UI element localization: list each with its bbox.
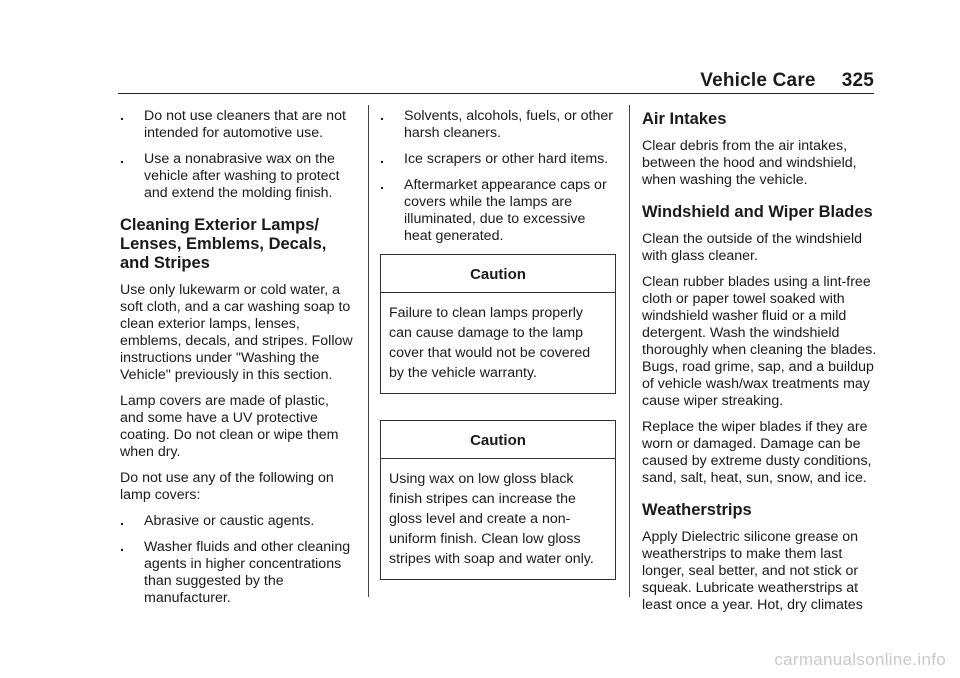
list-item-text: Solvents, alcohols, fuels, or other harsh cleaners.	[404, 108, 613, 141]
list-item	[120, 108, 356, 142]
page-number: 325	[841, 70, 874, 91]
list-item-text: Abrasive or caustic agents.	[144, 513, 315, 529]
paragraph: Apply Dielectric silicone grease on weatherstrips to make them last longer, seal better, and not stick or squeak. Lubricate weatherstrips at least once a year. Hot, dry climates	[642, 529, 863, 613]
caution-title: Caution	[381, 255, 615, 293]
paragraph: Clear debris from the air intakes, between the hood and windshield, when washing the vehicle.	[642, 138, 857, 188]
header-rule	[118, 93, 874, 94]
bullet-marker: .	[380, 108, 384, 124]
column-divider-1	[368, 105, 369, 597]
bullet-marker: .	[120, 151, 124, 167]
list-item	[380, 108, 616, 142]
list-item	[380, 151, 616, 168]
section-heading-exterior-lamps: Cleaning Exterior Lamps/ Lenses, Emblems, Decals, and Stripes	[120, 216, 327, 272]
list-item-text: Aftermarket appearance caps or covers while the lamps are illuminated, due to excessive heat generated.	[404, 177, 607, 244]
watermark: carmanualsonline.info	[774, 650, 946, 669]
paragraph: Lamp covers are made of plastic, and some have a UV protective coating. Do not clean or wipe them when dry.	[120, 393, 339, 460]
caution-body: Failure to clean lamps properly can cause damage to the lamp cover that would not be covered by the vehicle warranty.	[389, 305, 591, 381]
caution-box-lamps	[380, 254, 616, 394]
section-heading-air-intakes: Air Intakes	[642, 110, 727, 128]
bullet-marker: .	[120, 539, 124, 555]
caution-body: Using wax on low gloss black finish stripes can increase the gloss level and create a non-uniform finish. Clean low gloss stripes with soap and water only.	[389, 471, 594, 567]
column-1	[120, 108, 356, 616]
section-heading-wiper-blades: Windshield and Wiper Blades	[642, 203, 873, 221]
list-item-text: Use a nonabrasive wax on the vehicle after washing to protect and extend the molding finish.	[144, 151, 340, 201]
list-item	[120, 539, 356, 607]
list-item	[120, 151, 356, 202]
paragraph: Use only lukewarm or cold water, a soft cloth, and a car washing soap to clean exterior lamps, lenses, emblems, decals, and stripes. Follow instructions under "Washing the Vehicle" previously in this section.	[120, 282, 353, 383]
paragraph: Clean rubber blades using a lint-free cloth or paper towel soaked with windshield washer fluid or a mild detergent. Wash the windshield thoroughly when cleaning the blades. Bugs, road grime, sap, and a buildup of vehicle wash/wax treatments may cause wiper streaking.	[642, 274, 877, 409]
paragraph: Do not use any of the following on lamp covers:	[120, 470, 334, 503]
section-heading-weatherstrips: Weatherstrips	[642, 501, 752, 519]
paragraph: Clean the outside of the windshield with glass cleaner.	[642, 231, 863, 264]
bullet-marker: .	[380, 151, 384, 167]
bullet-marker: .	[380, 177, 384, 193]
list-item-text: Washer fluids and other cleaning agents in higher concentrations than suggested by the manufacturer.	[144, 539, 351, 606]
list-item	[380, 177, 616, 245]
list-item-text: Do not use cleaners that are not intended for automotive use.	[144, 108, 346, 141]
bullet-marker: .	[120, 108, 124, 124]
paragraph: Replace the wiper blades if they are worn or damaged. Damage can be caused by extreme dusty conditions, sand, salt, heat, sun, snow, and ice.	[642, 419, 872, 486]
list-item-text: Ice scrapers or other hard items.	[404, 151, 609, 167]
caution-title: Caution	[381, 421, 615, 459]
bullet-marker: .	[120, 513, 124, 529]
section-title: Vehicle Care	[700, 70, 816, 91]
column-2	[380, 108, 616, 606]
page-header	[700, 70, 874, 92]
column-divider-2	[629, 105, 630, 597]
list-item	[120, 513, 356, 530]
column-3	[642, 108, 878, 623]
caution-box-wax	[380, 420, 616, 580]
